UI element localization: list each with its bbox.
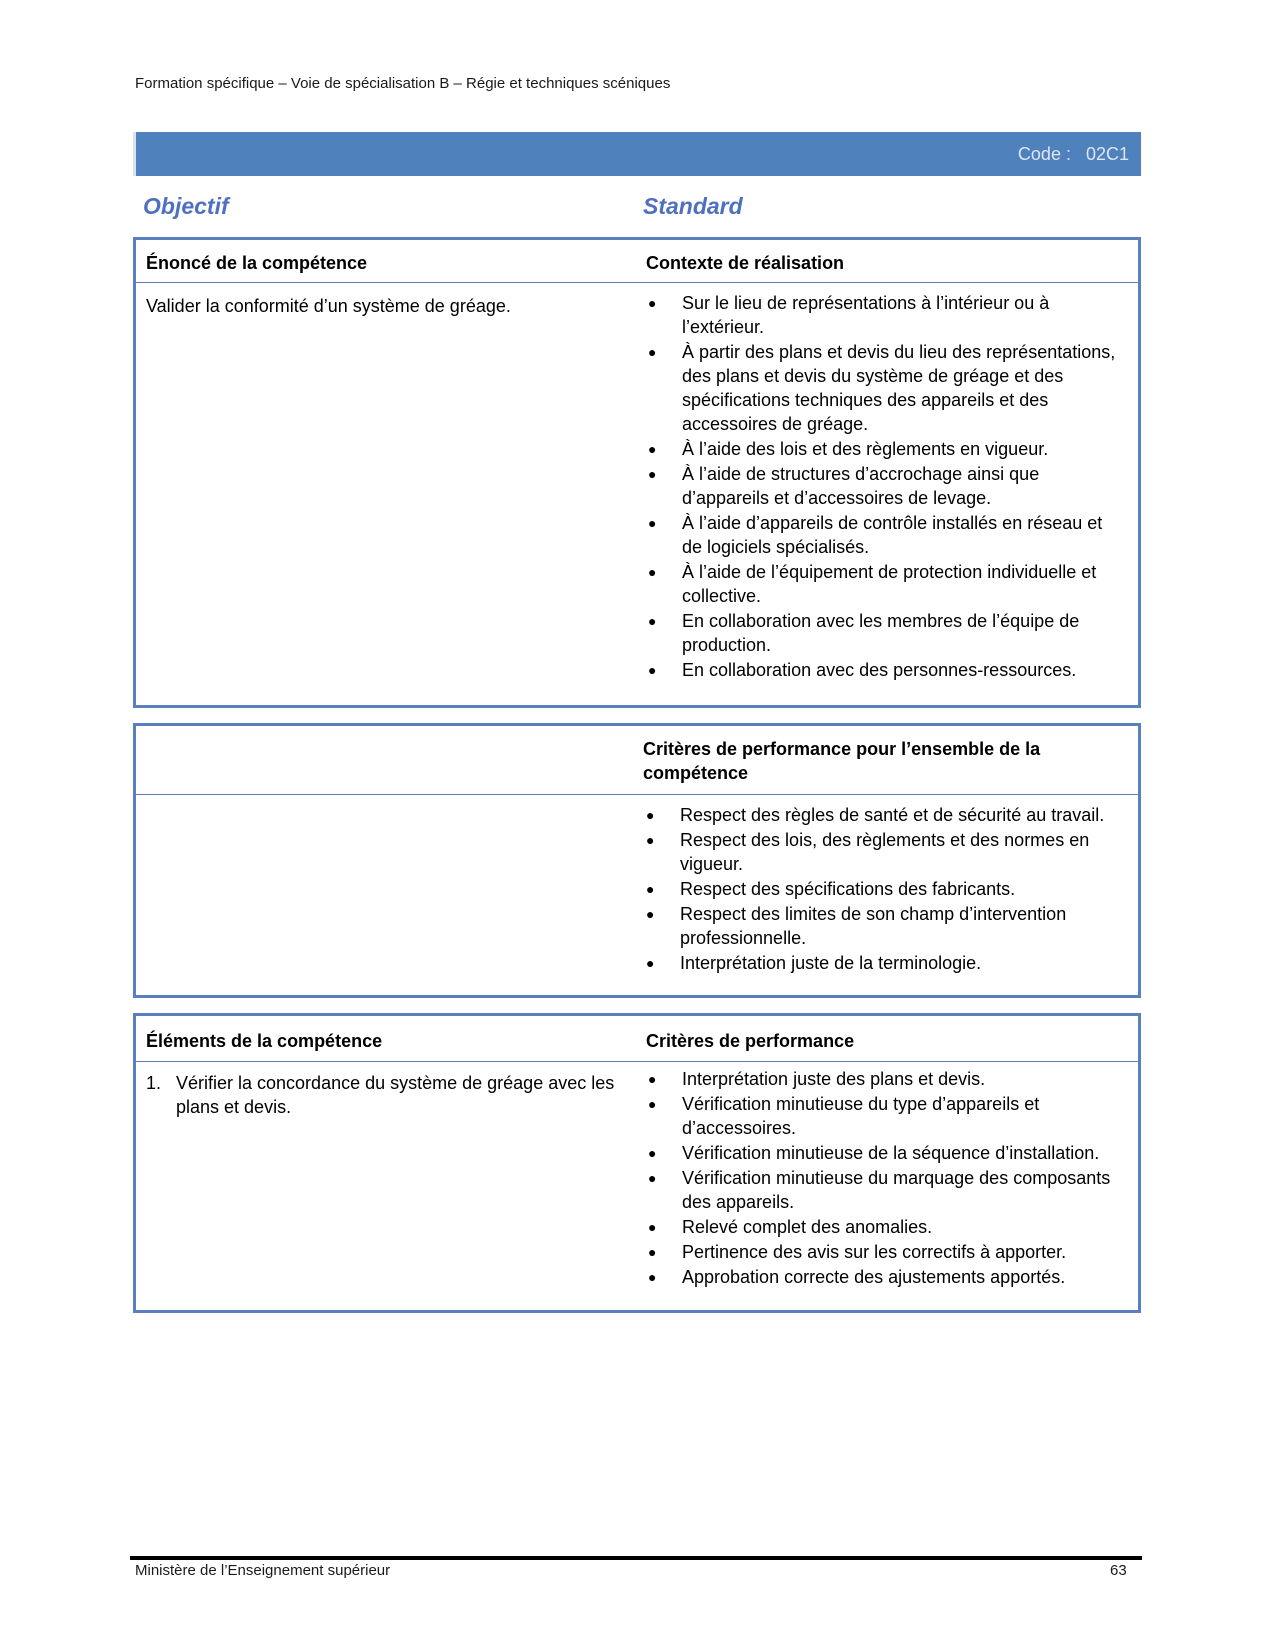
enonce-text: Valider la conformité d’un système de gréage.	[146, 296, 511, 316]
list-item-text: Respect des lois, des règlements et des normes en vigueur.	[680, 830, 1090, 874]
list-item	[646, 511, 1116, 559]
competence-table	[133, 237, 1141, 708]
list-item-text: Sur le lieu de représentations à l’intérieur ou à l’extérieur.	[682, 293, 1050, 337]
list-item	[646, 340, 1116, 436]
bullet-icon: ●	[648, 344, 657, 360]
list-item	[646, 291, 1116, 339]
bullet-icon: ●	[648, 613, 657, 629]
competence-table-header	[136, 240, 1138, 283]
element-text: Vérifier la concordance du système de gréage avec les plans et devis.	[176, 1073, 615, 1117]
list-item-text: À l’aide de l’équipement de protection individuelle et collective.	[682, 562, 1097, 606]
list-item-text: En collaboration avec des personnes-ressources.	[682, 660, 1077, 680]
footer-rule	[130, 1556, 1142, 1560]
list-item	[646, 1067, 1126, 1091]
bullet-icon: ●	[646, 955, 655, 971]
bullet-icon: ●	[646, 881, 655, 897]
criteres-header: Critères de performance	[646, 1031, 855, 1051]
bullet-icon: ●	[648, 1071, 657, 1087]
ensemble-header: Critères de performance pour l’ensemble de la compétence	[643, 739, 1041, 783]
list-item	[644, 951, 1124, 975]
bullet-icon: ●	[648, 441, 657, 457]
objectif-title: Objectif	[143, 193, 229, 219]
list-item-text: Vérification minutieuse de la séquence d’installation.	[682, 1143, 1100, 1163]
list-item-text: Interprétation juste des plans et devis.	[682, 1069, 986, 1089]
bullet-icon: ●	[646, 906, 655, 922]
bullet-icon: ●	[648, 1170, 657, 1186]
ensemble-table	[133, 723, 1141, 998]
list-item	[646, 1215, 1126, 1239]
bullet-icon: ●	[648, 466, 657, 482]
contexte-header: Contexte de réalisation	[646, 253, 845, 273]
bullet-icon: ●	[648, 1145, 657, 1161]
list-item-text: À partir des plans et devis du lieu des représentations, des plans et devis du système de gréage et des spécifications techniques des appareils et des accessoires de gréage.	[682, 342, 1116, 434]
list-item-text: À l’aide de structures d’accrochage ainsi que d’appareils et d’accessoires de levage.	[682, 464, 1040, 508]
list-item-text: Relevé complet des anomalies.	[682, 1217, 933, 1237]
list-item	[644, 828, 1124, 876]
bullet-icon: ●	[648, 1219, 657, 1235]
bullet-icon: ●	[648, 662, 657, 678]
bullet-icon: ●	[646, 807, 655, 823]
list-item-text: Interprétation juste de la terminologie.	[680, 953, 982, 973]
elements-table	[133, 1013, 1141, 1313]
list-item-text: Pertinence des avis sur les correctifs à apporter.	[682, 1242, 1067, 1262]
list-item-text: Vérification minutieuse du marquage des composants des appareils.	[682, 1168, 1111, 1212]
list-item-text: Respect des spécifications des fabricants.	[680, 879, 1016, 899]
bullet-icon: ●	[648, 564, 657, 580]
footer-ministry: Ministère de l’Enseignement supérieur	[135, 1562, 391, 1579]
ensemble-table-header	[136, 726, 1138, 795]
list-item	[646, 609, 1116, 657]
code-bar	[133, 132, 1141, 176]
list-item	[646, 1240, 1126, 1264]
list-item	[644, 803, 1124, 827]
list-item	[646, 1265, 1126, 1289]
enonce-header: Énoncé de la compétence	[146, 253, 368, 273]
list-item-text: Respect des limites de son champ d’intervention professionnelle.	[680, 904, 1067, 948]
elements-list	[146, 1071, 616, 1119]
running-header: Formation spécifique – Voie de spécialisation B – Régie et techniques scéniques	[135, 75, 671, 92]
list-item	[646, 437, 1116, 461]
bullet-icon: ●	[648, 1269, 657, 1285]
bullet-icon: ●	[646, 832, 655, 848]
bullet-icon: ●	[648, 1244, 657, 1260]
list-item	[644, 902, 1124, 950]
list-item	[646, 462, 1116, 510]
list-item	[646, 658, 1116, 682]
element-item	[146, 1071, 616, 1119]
list-item-text: En collaboration avec les membres de l’équipe de production.	[682, 611, 1080, 655]
list-item	[646, 1141, 1126, 1165]
list-item	[646, 1166, 1126, 1214]
list-item-text: Approbation correcte des ajustements apportés.	[682, 1267, 1066, 1287]
standard-title: Standard	[643, 193, 743, 219]
list-item	[646, 1092, 1126, 1140]
criteres-list	[646, 1067, 1126, 1290]
bullet-icon: ●	[648, 1096, 657, 1112]
element-number: 1.	[146, 1073, 162, 1093]
ensemble-list	[644, 803, 1124, 976]
list-item-text: À l’aide d’appareils de contrôle installés en réseau et de logiciels spécialisés.	[682, 513, 1103, 557]
list-item-text: Vérification minutieuse du type d’appareils et d’accessoires.	[682, 1094, 1040, 1138]
list-item-text: À l’aide des lois et des règlements en vigueur.	[682, 439, 1049, 459]
contexte-list	[646, 291, 1116, 683]
bullet-icon: ●	[648, 295, 657, 311]
elements-header: Éléments de la compétence	[146, 1031, 383, 1051]
list-item	[644, 877, 1124, 901]
list-item-text: Respect des règles de santé et de sécurité au travail.	[680, 805, 1105, 825]
elements-table-header	[136, 1016, 1138, 1062]
competence-code: Code : 02C1	[1017, 144, 1129, 164]
footer-page-number: 63	[1110, 1562, 1127, 1579]
bullet-icon: ●	[648, 515, 657, 531]
list-item	[646, 560, 1116, 608]
